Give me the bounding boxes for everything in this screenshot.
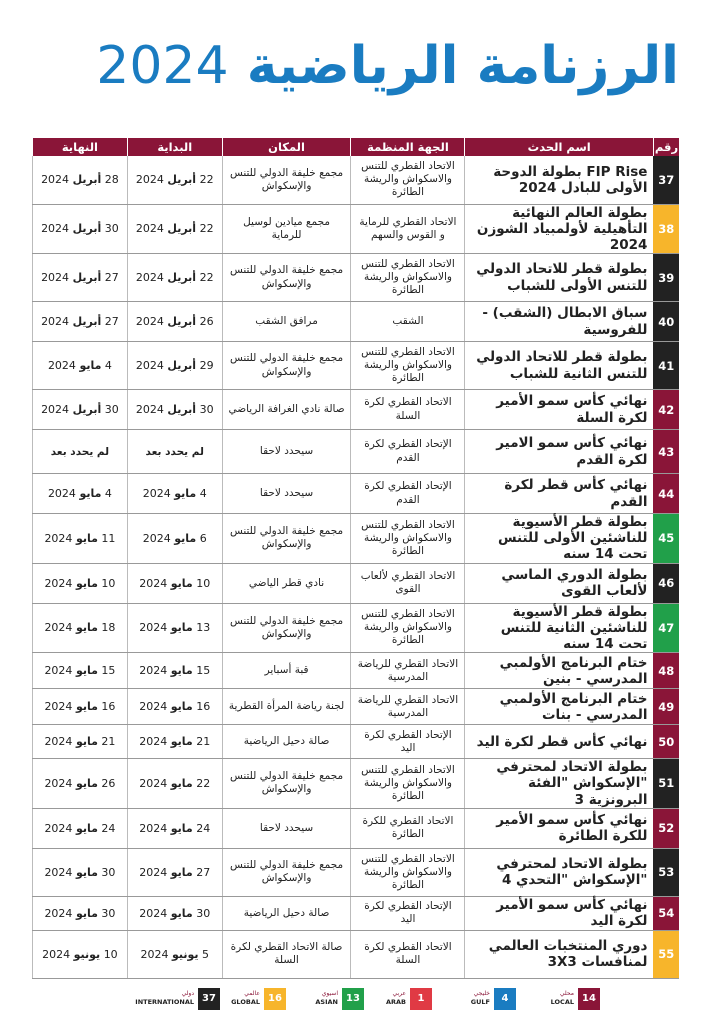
end-day: 11 (101, 531, 116, 545)
legend-label-en: GLOBAL (231, 998, 260, 1006)
end-year: 2024 (44, 776, 73, 790)
start-year: 2024 (139, 621, 168, 635)
event-name: بطولة الدوري الماسي لألعاب القوى (465, 563, 654, 603)
row-number: 44 (653, 474, 679, 514)
end-year: 2024 (41, 222, 70, 236)
organizer: الاتحاد القطري للتنس والاسكواش والريشة الطائرة (351, 848, 465, 896)
event-name: دوري المنتخبات العالمي لمنافسات 3X3 (465, 930, 654, 978)
page-title-year: 2024 (96, 36, 229, 96)
start-year: 2024 (135, 403, 164, 417)
row-number: 47 (653, 603, 679, 653)
page-title (40, 36, 679, 96)
event-name: نهائي كأس سمو الأمير لكرة السلة (465, 390, 654, 430)
event-name: بطولة الاتحاد لمحترفي "الإسكواش "الفئة البرونزية 3 (465, 759, 654, 809)
start-month: مايو (170, 700, 193, 714)
end-day: 30 (101, 865, 116, 879)
row-number: 53 (653, 848, 679, 896)
table-row (33, 848, 680, 896)
event-name: بطولة قطر الأسيوية للناشئين الثانية للتنس تحت 14 سنه (465, 603, 654, 653)
start-date (127, 342, 222, 390)
start-month: مايو (170, 821, 193, 835)
end-date (33, 759, 128, 809)
end-month: مايو (79, 487, 102, 501)
organizer: الاتحاد القطري للرماية و القوس والسهم (351, 204, 465, 254)
legend-label-en: ARAB (385, 998, 406, 1006)
legend-label-ar: خليجي (473, 990, 490, 997)
end-year: 2024 (44, 664, 73, 678)
start-day: 15 (196, 664, 211, 678)
start-day: 22 (199, 271, 214, 285)
legend-item (284, 988, 364, 1010)
event-name: بطولة قطر الأسيوية للناشئين الأولى للتنس تحت 14 سنه (465, 514, 654, 564)
venue: مجمع خليفة الدولي للتنس والإسكواش (222, 514, 351, 564)
end-day: 28 (104, 173, 119, 187)
row-number: 40 (653, 302, 679, 342)
end-date (33, 563, 128, 603)
end-year: 2024 (41, 173, 70, 187)
event-name: نهائي كأس سمو الامير لكرة القدم (465, 430, 654, 474)
events-table (32, 138, 679, 979)
venue: مجمع خليفة الدولي للتنس والإسكواش (222, 156, 351, 204)
end-date (33, 689, 128, 725)
start-day: 22 (199, 222, 214, 236)
start-year: 2024 (139, 700, 168, 714)
table-row (33, 156, 680, 204)
event-name: ختام البرنامج الأولمبي المدرسي - بنات (465, 689, 654, 725)
row-number: 52 (653, 808, 679, 848)
event-name: ختام البرنامج الأولمبي المدرسي - بنين (465, 653, 654, 689)
header-event: اسم الحدث (465, 138, 654, 156)
end-month: أبريل (72, 222, 102, 236)
legend-item (520, 988, 600, 1010)
organizer: الاتحاد القطري للرياضة المدرسية (351, 689, 465, 725)
start-year: 2024 (142, 531, 171, 545)
start-year: 2024 (135, 359, 164, 373)
end-date (33, 725, 128, 759)
end-day: 30 (104, 403, 119, 417)
start-date (127, 930, 222, 978)
start-day: 4 (199, 487, 207, 501)
end-year: 2024 (44, 621, 73, 635)
legend-label (231, 989, 260, 1007)
end-date (33, 342, 128, 390)
start-year: 2024 (139, 664, 168, 678)
start-day: 30 (199, 403, 214, 417)
end-day: 4 (104, 359, 112, 373)
row-number: 54 (653, 896, 679, 930)
organizer: الاتحاد القطري للرياضة المدرسية (351, 653, 465, 689)
venue: مجمع خليفة الدولي للتنس والإسكواش (222, 848, 351, 896)
start-day: 24 (196, 821, 211, 835)
start-month: أبريل (167, 173, 197, 187)
end-date (33, 204, 128, 254)
row-number: 46 (653, 563, 679, 603)
end-day: 10 (101, 576, 116, 590)
end-day: 30 (101, 906, 116, 920)
row-number: 45 (653, 514, 679, 564)
start-date (127, 848, 222, 896)
venue: مجمع خليفة الدولي للتنس والإسكواش (222, 342, 351, 390)
venue: صالة دحيل الرياضية (222, 896, 351, 930)
venue: مجمع خليفة الدولي للتنس والإسكواش (222, 254, 351, 302)
venue: مجمع خليفة الدولي للتنس والإسكواش (222, 759, 351, 809)
organizer: الاتحاد القطري للتنس والاسكواش والريشة الطائرة (351, 342, 465, 390)
organizer: الاتحاد القطري للتنس والاسكواش والريشة الطائرة (351, 156, 465, 204)
row-number: 37 (653, 156, 679, 204)
end-day: 27 (104, 271, 119, 285)
organizer: الاتحاد القطري للتنس والاسكواش والريشة الطائرة (351, 603, 465, 653)
event-name: FIP Rise بطولة الدوحة الأولى للبادل 2024 (465, 156, 654, 204)
end-day: 27 (104, 315, 119, 329)
start-month: أبريل (167, 222, 197, 236)
start-month: أبريل (167, 403, 197, 417)
end-month: مايو (75, 776, 98, 790)
end-date (33, 254, 128, 302)
end-year: 2024 (44, 700, 73, 714)
end-month: مايو (75, 906, 98, 920)
venue: لجنة رياضة المرأة القطرية (222, 689, 351, 725)
start-year: 2024 (139, 906, 168, 920)
venue: مجمع خليفة الدولي للتنس والإسكواش (222, 603, 351, 653)
end-year: 2024 (44, 865, 73, 879)
legend-count: 16 (264, 988, 286, 1010)
end-date (33, 390, 128, 430)
end-day: 21 (101, 735, 116, 749)
end-date (33, 156, 128, 204)
table-row (33, 430, 680, 474)
table-row (33, 342, 680, 390)
start-month: يونيو (171, 947, 199, 961)
start-month: أبريل (167, 315, 197, 329)
end-month: مايو (75, 576, 98, 590)
start-year: 2024 (139, 776, 168, 790)
start-date (127, 204, 222, 254)
table-row (33, 896, 680, 930)
legend-label (551, 989, 574, 1007)
end-day: 16 (101, 700, 116, 714)
row-number: 41 (653, 342, 679, 390)
start-day: 22 (199, 173, 214, 187)
end-month: مايو (75, 621, 98, 635)
end-month: أبريل (72, 315, 102, 329)
legend-label (471, 989, 490, 1007)
end-date (33, 896, 128, 930)
start-date (127, 302, 222, 342)
end-year: 2024 (47, 487, 76, 501)
venue: سيحدد لاحقا (222, 474, 351, 514)
legend-item (436, 988, 516, 1010)
legend-item (352, 988, 432, 1010)
start-day: 21 (196, 735, 211, 749)
end-date (33, 808, 128, 848)
start-month: مايو (170, 865, 193, 879)
end-year: 2024 (44, 531, 73, 545)
venue: سيحدد لاحقا (222, 808, 351, 848)
end-month: مايو (75, 531, 98, 545)
table-row (33, 204, 680, 254)
end-day: 18 (101, 621, 116, 635)
row-number: 50 (653, 725, 679, 759)
organizer: الاتحاد القطري للتنس والاسكواش والريشة الطائرة (351, 254, 465, 302)
header-num: رقم (654, 140, 679, 154)
start-date (127, 808, 222, 848)
table-row (33, 653, 680, 689)
table-row (33, 563, 680, 603)
table-body (33, 156, 680, 978)
header-end: النهاية (33, 138, 128, 156)
organizer: الإتحاد القطري لكرة اليد (351, 725, 465, 759)
row-number: 55 (653, 930, 679, 978)
event-name: بطولة الاتحاد لمحترفي "الإسكواش "التحدي 4 (465, 848, 654, 896)
start-date (127, 390, 222, 430)
organizer: الاتحاد القطري لألعاب القوى (351, 563, 465, 603)
event-name: نهائي كأس قطر لكرة القدم (465, 474, 654, 514)
legend-label (135, 989, 194, 1007)
start-day: 26 (199, 315, 214, 329)
start-date: لم يحدد بعد (127, 430, 222, 474)
start-year: 2024 (142, 487, 171, 501)
start-day: 22 (196, 776, 211, 790)
end-date (33, 514, 128, 564)
start-month: مايو (170, 776, 193, 790)
legend-label-ar: عالمي (244, 990, 260, 997)
start-year: 2024 (135, 271, 164, 285)
start-month: مايو (170, 576, 193, 590)
legend-count: 14 (578, 988, 600, 1010)
start-date (127, 474, 222, 514)
organizer: الشقب (351, 302, 465, 342)
start-date (127, 653, 222, 689)
table-row (33, 390, 680, 430)
table-row (33, 254, 680, 302)
end-month: مايو (75, 735, 98, 749)
end-year: 2024 (44, 906, 73, 920)
venue: صالة نادي الغرافة الرياضي (222, 390, 351, 430)
table-row (33, 302, 680, 342)
header-start: البداية (127, 138, 222, 156)
start-date (127, 759, 222, 809)
end-day: 4 (104, 487, 112, 501)
table-row (33, 689, 680, 725)
organizer: الاتحاد القطري لكرة السلة (351, 930, 465, 978)
start-month: مايو (174, 487, 197, 501)
organizer: الاتحاد القطري لكرة السلة (351, 390, 465, 430)
start-date (127, 896, 222, 930)
start-month: مايو (170, 906, 193, 920)
end-year: 2024 (41, 271, 70, 285)
start-day: 6 (199, 531, 207, 545)
end-month: مايو (75, 700, 98, 714)
end-day: 15 (101, 664, 116, 678)
organizer: الإتحاد القطري لكرة القدم (351, 474, 465, 514)
legend-count: 37 (198, 988, 220, 1010)
event-name: نهائي كأس قطر لكرة اليد (465, 725, 654, 759)
legend-count: 1 (410, 988, 432, 1010)
row-number: 49 (653, 689, 679, 725)
start-month: مايو (170, 664, 193, 678)
page-title-text: الرزنامة الرياضية (246, 36, 679, 96)
header-org: الجهة المنظمة (351, 138, 465, 156)
start-date (127, 603, 222, 653)
start-day: 10 (196, 576, 211, 590)
legend-label-en: LOCAL (550, 998, 574, 1006)
end-year: 2024 (41, 315, 70, 329)
venue: مجمع ميادين لوسيل للرماية (222, 204, 351, 254)
legend (135, 988, 596, 1010)
start-month: مايو (174, 531, 197, 545)
start-date (127, 725, 222, 759)
end-date (33, 930, 128, 978)
start-day: 27 (196, 865, 211, 879)
legend-label-ar: عربي (392, 990, 406, 997)
row-number: 48 (653, 653, 679, 689)
start-year: 2024 (139, 865, 168, 879)
start-month: أبريل (167, 359, 197, 373)
row-number: 51 (653, 759, 679, 809)
end-month: أبريل (72, 271, 102, 285)
event-name: نهائي كأس سمو الأمير للكرة الطائرة (465, 808, 654, 848)
row-number: 38 (653, 204, 679, 254)
start-year: 2024 (135, 222, 164, 236)
start-date (127, 514, 222, 564)
row-number: 39 (653, 254, 679, 302)
venue: صالة دحيل الرياضية (222, 725, 351, 759)
organizer: الإتحاد القطري لكرة اليد (351, 896, 465, 930)
venue: سيحدد لاحقا (222, 430, 351, 474)
table-row (33, 514, 680, 564)
table-row (33, 603, 680, 653)
row-number: 43 (653, 430, 679, 474)
venue: قبة أسباير (222, 653, 351, 689)
start-day: 16 (196, 700, 211, 714)
legend-label (315, 989, 338, 1007)
end-date (33, 653, 128, 689)
legend-count: 13 (342, 988, 364, 1010)
venue: نادي قطر الياضي (222, 563, 351, 603)
start-date (127, 156, 222, 204)
legend-count: 4 (494, 988, 516, 1010)
end-date (33, 603, 128, 653)
end-date (33, 848, 128, 896)
row-number: 42 (653, 390, 679, 430)
end-day: 24 (101, 821, 116, 835)
start-year: 2024 (135, 173, 164, 187)
start-month: أبريل (167, 271, 197, 285)
start-month: مايو (170, 735, 193, 749)
header-venue: المكان (222, 138, 351, 156)
legend-label-ar: دولي (181, 990, 194, 997)
legend-label (386, 989, 406, 1007)
legend-label-ar: محلي (559, 990, 574, 997)
table-header-row (33, 138, 680, 156)
venue: صالة الاتحاد القطري لكرة السلة (222, 930, 351, 978)
event-name: بطولة قطر للاتحاد الدولي للتنس الثانية للشباب (465, 342, 654, 390)
start-year: 2024 (139, 576, 168, 590)
table-row (33, 808, 680, 848)
venue: مرافق الشقب (222, 302, 351, 342)
legend-label-en: ASIAN (315, 998, 338, 1006)
start-year: 2024 (139, 735, 168, 749)
table-row (33, 725, 680, 759)
end-month: مايو (75, 821, 98, 835)
start-date (127, 254, 222, 302)
start-month: مايو (170, 621, 193, 635)
start-day: 5 (202, 947, 209, 961)
event-name: نهائي كأس سمو الأمير لكرة اليد (465, 896, 654, 930)
table-row (33, 930, 680, 978)
end-month: أبريل (72, 403, 102, 417)
start-date (127, 563, 222, 603)
organizer: الاتحاد القطري للكرة الطائرة (351, 808, 465, 848)
legend-item (135, 988, 220, 1010)
end-year: 2024 (44, 735, 73, 749)
legend-label-en: INTERNATIONAL (135, 998, 194, 1006)
table-row (33, 759, 680, 809)
start-year: 2024 (135, 315, 164, 329)
end-year: 2024 (42, 947, 71, 961)
end-year: 2024 (47, 359, 76, 373)
event-name: سباق الابطال (الشقب) - للفروسية (465, 302, 654, 342)
event-name: بطولة العالم النهائية التأهيلية لأولمبياد الشوزن 2024 (465, 204, 654, 254)
start-date (127, 689, 222, 725)
organizer: الاتحاد القطري للتنس والاسكواش والريشة الطائرة (351, 514, 465, 564)
end-year: 2024 (41, 403, 70, 417)
end-year: 2024 (44, 576, 73, 590)
end-year: 2024 (44, 821, 73, 835)
end-month: يونيو (73, 947, 101, 961)
start-day: 30 (196, 906, 211, 920)
end-date (33, 302, 128, 342)
end-month: مايو (79, 359, 102, 373)
start-year: 2024 (139, 821, 168, 835)
start-day: 13 (196, 621, 211, 635)
table-row (33, 474, 680, 514)
end-month: مايو (75, 664, 98, 678)
organizer: الإتحاد القطري لكرة القدم (351, 430, 465, 474)
event-name: بطولة قطر للاتحاد الدولي للتنس الأولى للشباب (465, 254, 654, 302)
legend-label-en: GULF (470, 998, 490, 1006)
start-year: 2024 (140, 947, 169, 961)
end-month: أبريل (72, 173, 102, 187)
end-date: لم يحدد بعد (33, 430, 128, 474)
end-day: 10 (103, 947, 118, 961)
end-date (33, 474, 128, 514)
start-day: 29 (199, 359, 214, 373)
organizer: الاتحاد القطري للتنس والاسكواش والريشة الطائرة (351, 759, 465, 809)
end-month: مايو (75, 865, 98, 879)
end-day: 30 (104, 222, 119, 236)
legend-label-ar: اسيوي (321, 990, 338, 997)
end-day: 26 (101, 776, 116, 790)
